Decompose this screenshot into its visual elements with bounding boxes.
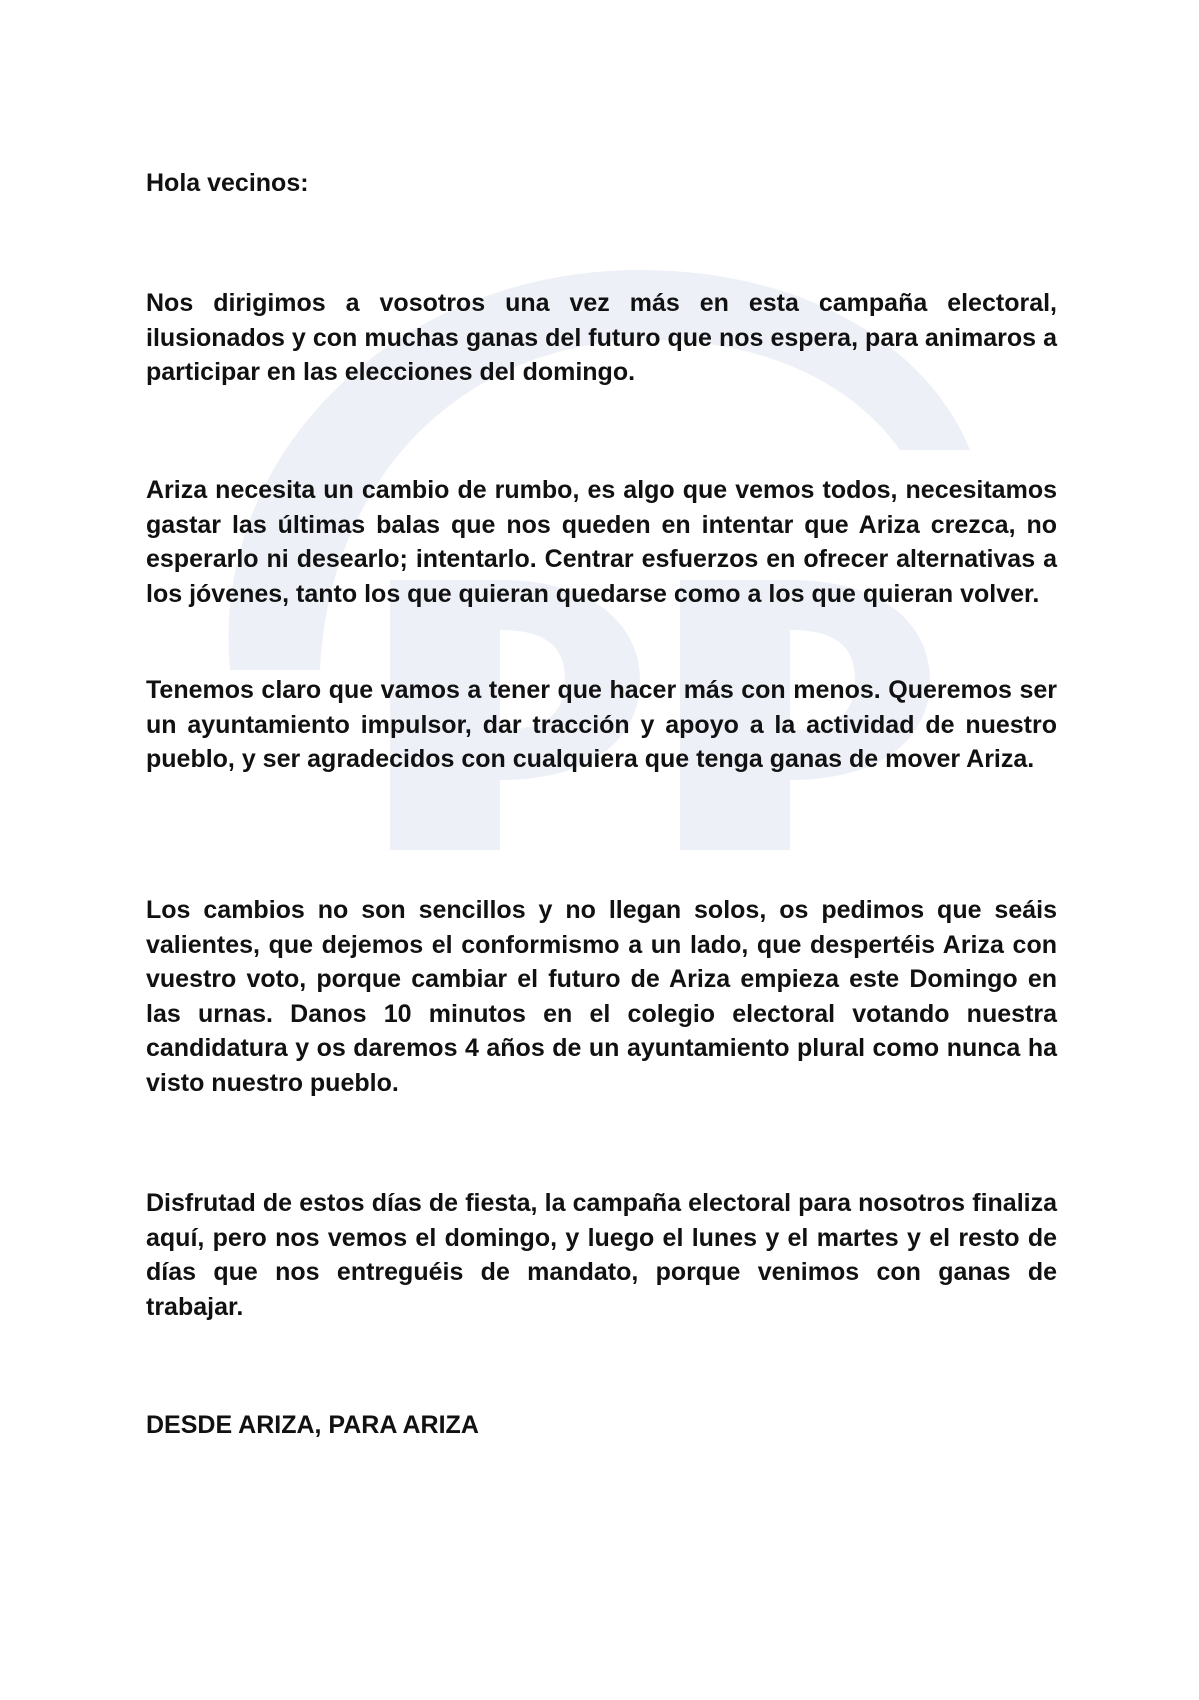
paragraph-2: Ariza necesita un cambio de rumbo, es algo que vemos todos, necesitamos gastar las últimas balas que nos queden en intentar que Ariza crezca, no esperarlo ni desearlo; intentarlo. Centrar esfuerzos en ofrecer alternativas a los jóvenes, tanto los que quieran quedarse como a los que quieran volver.	[146, 476, 1057, 608]
paragraph-4: Los cambios no son sencillos y no llegan solos, os pedimos que seáis valientes, que dejemos el conformismo a un lado, que despertéis Ariza con vuestro voto, porque cambiar el futuro de Ariza empieza este Domingo en las urnas. Danos 10 minutos en el colegio electoral votando nuestra candidatura y os daremos 4 años de un ayuntamiento plural como nunca ha visto nuestro pueblo.	[146, 896, 1057, 1097]
greeting: Hola vecinos:	[146, 169, 309, 197]
paragraph-3: Tenemos claro que vamos a tener que hacer más con menos. Queremos ser un ayuntamiento impulsor, dar tracción y apoyo a la actividad de nuestro pueblo, y ser agradecidos con cualquiera que tenga ganas de mover Ariza.	[146, 676, 1057, 774]
closing-slogan: DESDE ARIZA, PARA ARIZA	[146, 1411, 479, 1439]
paragraph-5: Disfrutad de estos días de fiesta, la campaña electoral para nosotros finaliza aquí, pero nos vemos el domingo, y luego el lunes y el martes y el resto de días que nos entreguéis de mandato, porque venimos con ganas de trabajar.	[146, 1189, 1057, 1321]
paragraph-1: Nos dirigimos a vosotros una vez más en esta campaña electoral, ilusionados y con muchas ganas del futuro que nos espera, para animaros a participar en las elecciones del domingo.	[146, 289, 1057, 387]
